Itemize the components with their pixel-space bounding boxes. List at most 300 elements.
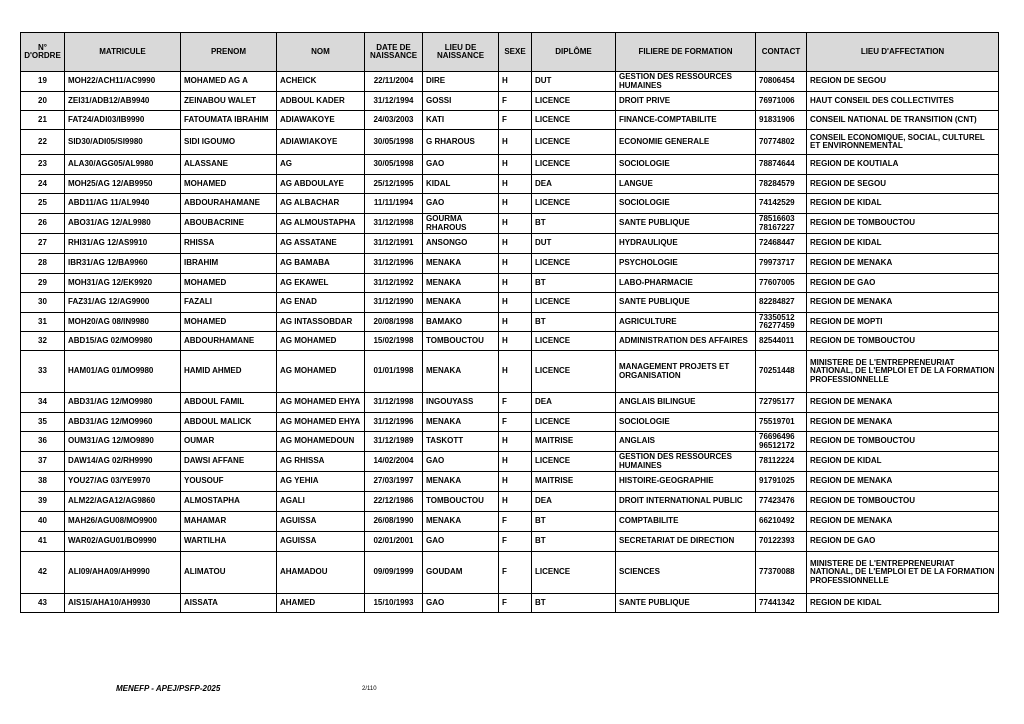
cell-prenom: MOHAMED AG A	[181, 72, 277, 92]
cell-prenom: FAZALI	[181, 293, 277, 313]
cell-prenom: MOHAMED	[181, 313, 277, 332]
cell-matricule: FAT24/ADI03/IB9990	[65, 111, 181, 130]
cell-matricule: OUM31/AG 12/MO9890	[65, 432, 181, 452]
header-birth-place: LIEU DE NAISSANCE	[423, 33, 499, 72]
cell-sex: H	[499, 130, 532, 155]
cell-assignment: REGION DE KOUTIALA	[807, 155, 999, 175]
cell-birth-place: MENAKA	[423, 254, 499, 274]
cell-diploma: LICENCE	[532, 130, 616, 155]
cell-sex: F	[499, 92, 532, 111]
cell-sex: H	[499, 274, 532, 293]
cell-nom: AG RHISSA	[277, 452, 365, 472]
cell-prenom: ALASSANE	[181, 155, 277, 175]
cell-order: 26	[21, 214, 65, 234]
cell-birth-date: 31/12/1996	[365, 413, 423, 432]
table-row	[21, 175, 999, 194]
cell-order: 33	[21, 351, 65, 393]
cell-nom: AG MOHAMED	[277, 351, 365, 393]
cell-prenom: ABOUBACRINE	[181, 214, 277, 234]
cell-training-field: GESTION DES RESSOURCES HUMAINES	[616, 452, 756, 472]
cell-diploma: LICENCE	[532, 111, 616, 130]
cell-nom: AG EKAWEL	[277, 274, 365, 293]
cell-sex: H	[499, 72, 532, 92]
cell-nom: AG MOHAMEDOUN	[277, 432, 365, 452]
cell-sex: H	[499, 155, 532, 175]
cell-contact: 78516603 78167227	[756, 214, 807, 234]
cell-matricule: YOU27/AG 03/YE9970	[65, 472, 181, 492]
cell-order: 35	[21, 413, 65, 432]
cell-birth-date: 31/12/1989	[365, 432, 423, 452]
cell-birth-place: GOURMA RHAROUS	[423, 214, 499, 234]
cell-birth-date: 31/12/1996	[365, 254, 423, 274]
cell-birth-date: 24/03/2003	[365, 111, 423, 130]
cell-order: 28	[21, 254, 65, 274]
cell-prenom: DAWSI AFFANE	[181, 452, 277, 472]
cell-prenom: RHISSA	[181, 234, 277, 254]
table-row	[21, 332, 999, 351]
cell-contact: 76971006	[756, 92, 807, 111]
cell-birth-place: GOSSI	[423, 92, 499, 111]
table-row	[21, 234, 999, 254]
cell-diploma: LICENCE	[532, 332, 616, 351]
cell-sex: H	[499, 194, 532, 214]
header-nom: NOM	[277, 33, 365, 72]
cell-training-field: PSYCHOLOGIE	[616, 254, 756, 274]
cell-birth-place: GAO	[423, 452, 499, 472]
cell-prenom: FATOUMATA IBRAHIM	[181, 111, 277, 130]
header-assignment: LIEU D'AFFECTATION	[807, 33, 999, 72]
cell-birth-date: 26/08/1990	[365, 512, 423, 532]
cell-matricule: ABO31/AG 12/AL9980	[65, 214, 181, 234]
cell-prenom: MOHAMED	[181, 175, 277, 194]
cell-contact: 66210492	[756, 512, 807, 532]
cell-assignment: REGION DE KIDAL	[807, 194, 999, 214]
cell-nom: AG MOHAMED	[277, 332, 365, 351]
cell-prenom: ABDOUL FAMIL	[181, 393, 277, 413]
cell-birth-place: KATI	[423, 111, 499, 130]
cell-assignment: REGION DE TOMBOUCTOU	[807, 432, 999, 452]
cell-sex: H	[499, 432, 532, 452]
cell-diploma: MAITRISE	[532, 472, 616, 492]
cell-contact: 75519701	[756, 413, 807, 432]
cell-diploma: BT	[532, 274, 616, 293]
cell-nom: ACHEICK	[277, 72, 365, 92]
cell-order: 20	[21, 92, 65, 111]
cell-training-field: GESTION DES RESSOURCES HUMAINES	[616, 72, 756, 92]
cell-matricule: FAZ31/AG 12/AG9900	[65, 293, 181, 313]
cell-order: 22	[21, 130, 65, 155]
table-row	[21, 492, 999, 512]
cell-sex: F	[499, 393, 532, 413]
cell-matricule: ALI09/AHA09/AH9990	[65, 552, 181, 594]
cell-training-field: DROIT PRIVE	[616, 92, 756, 111]
cell-training-field: ADMINISTRATION DES AFFAIRES	[616, 332, 756, 351]
cell-training-field: COMPTABILITE	[616, 512, 756, 532]
cell-sex: F	[499, 111, 532, 130]
cell-birth-place: TASKOTT	[423, 432, 499, 452]
header-matricule: MATRICULE	[65, 33, 181, 72]
cell-order: 24	[21, 175, 65, 194]
cell-diploma: BT	[532, 214, 616, 234]
cell-matricule: ABD11/AG 11/AL9940	[65, 194, 181, 214]
cell-assignment: MINISTERE DE L'ENTREPRENEURIAT NATIONAL, DE L'EMPLOI ET DE LA FORMATION PROFESSIONNELLE	[807, 351, 999, 393]
cell-birth-date: 09/09/1999	[365, 552, 423, 594]
cell-nom: AG MOHAMED EHYA	[277, 393, 365, 413]
cell-sex: F	[499, 594, 532, 613]
cell-diploma: LICENCE	[532, 92, 616, 111]
cell-diploma: BT	[532, 313, 616, 332]
cell-matricule: ZEI31/ADB12/AB9940	[65, 92, 181, 111]
table-body	[21, 72, 999, 613]
cell-diploma: DUT	[532, 72, 616, 92]
cell-assignment: REGION DE TOMBOUCTOU	[807, 492, 999, 512]
table-row	[21, 552, 999, 594]
cell-sex: F	[499, 532, 532, 552]
cell-order: 43	[21, 594, 65, 613]
cell-order: 29	[21, 274, 65, 293]
cell-diploma: LICENCE	[532, 552, 616, 594]
cell-sex: H	[499, 472, 532, 492]
cell-order: 34	[21, 393, 65, 413]
cell-prenom: YOUSOUF	[181, 472, 277, 492]
cell-birth-date: 22/11/2004	[365, 72, 423, 92]
cell-birth-date: 25/12/1995	[365, 175, 423, 194]
candidates-table	[20, 32, 999, 613]
cell-diploma: BT	[532, 532, 616, 552]
cell-birth-date: 02/01/2001	[365, 532, 423, 552]
cell-birth-date: 31/12/1991	[365, 234, 423, 254]
cell-order: 25	[21, 194, 65, 214]
cell-birth-date: 31/12/1992	[365, 274, 423, 293]
cell-birth-place: KIDAL	[423, 175, 499, 194]
cell-training-field: FINANCE-COMPTABILITE	[616, 111, 756, 130]
cell-order: 30	[21, 293, 65, 313]
cell-diploma: LICENCE	[532, 194, 616, 214]
cell-training-field: SOCIOLOGIE	[616, 155, 756, 175]
cell-order: 40	[21, 512, 65, 532]
header-birth-date: DATE DE NAISSANCE	[365, 33, 423, 72]
cell-assignment: REGION DE MENAKA	[807, 254, 999, 274]
cell-matricule: ALA30/AGG05/AL9980	[65, 155, 181, 175]
cell-birth-place: GAO	[423, 194, 499, 214]
cell-diploma: LICENCE	[532, 452, 616, 472]
cell-sex: H	[499, 254, 532, 274]
cell-nom: AG ALBACHAR	[277, 194, 365, 214]
cell-birth-place: MENAKA	[423, 274, 499, 293]
cell-birth-date: 31/12/1998	[365, 393, 423, 413]
cell-birth-place: MENAKA	[423, 293, 499, 313]
cell-birth-place: ANSONGO	[423, 234, 499, 254]
cell-birth-place: MENAKA	[423, 512, 499, 532]
cell-prenom: ZEINABOU WALET	[181, 92, 277, 111]
cell-contact: 77370088	[756, 552, 807, 594]
table-row	[21, 532, 999, 552]
cell-nom: AG MOHAMED EHYA	[277, 413, 365, 432]
table-row	[21, 130, 999, 155]
cell-birth-date: 11/11/1994	[365, 194, 423, 214]
cell-diploma: LICENCE	[532, 351, 616, 393]
cell-contact: 91831906	[756, 111, 807, 130]
header-row	[21, 33, 999, 72]
cell-birth-place: BAMAKO	[423, 313, 499, 332]
cell-assignment: REGION DE KIDAL	[807, 234, 999, 254]
cell-contact: 78112224	[756, 452, 807, 472]
cell-nom: ADIAWAKOYE	[277, 111, 365, 130]
cell-order: 39	[21, 492, 65, 512]
cell-training-field: SANTE PUBLIQUE	[616, 214, 756, 234]
cell-prenom: MOHAMED	[181, 274, 277, 293]
cell-birth-place: GAO	[423, 532, 499, 552]
cell-order: 21	[21, 111, 65, 130]
table-row	[21, 293, 999, 313]
cell-sex: H	[499, 234, 532, 254]
cell-contact: 70122393	[756, 532, 807, 552]
cell-matricule: SID30/ADI05/SI9980	[65, 130, 181, 155]
cell-prenom: OUMAR	[181, 432, 277, 452]
cell-matricule: ALM22/AGA12/AG9860	[65, 492, 181, 512]
cell-training-field: DROIT INTERNATIONAL PUBLIC	[616, 492, 756, 512]
cell-birth-date: 30/05/1998	[365, 130, 423, 155]
cell-birth-place: MENAKA	[423, 472, 499, 492]
cell-contact: 82284827	[756, 293, 807, 313]
cell-assignment: REGION DE KIDAL	[807, 452, 999, 472]
cell-matricule: IBR31/AG 12/BA9960	[65, 254, 181, 274]
cell-diploma: LICENCE	[532, 155, 616, 175]
table-row	[21, 393, 999, 413]
cell-assignment: REGION DE MENAKA	[807, 472, 999, 492]
cell-training-field: SCIENCES	[616, 552, 756, 594]
cell-prenom: SIDI IGOUMO	[181, 130, 277, 155]
cell-matricule: MAH26/AGU08/MO9900	[65, 512, 181, 532]
cell-birth-place: G RHAROUS	[423, 130, 499, 155]
cell-birth-place: MENAKA	[423, 413, 499, 432]
cell-training-field: HYDRAULIQUE	[616, 234, 756, 254]
cell-contact: 72468447	[756, 234, 807, 254]
cell-prenom: WARTILHA	[181, 532, 277, 552]
cell-nom: AHAMED	[277, 594, 365, 613]
header-diploma: DIPLÔME	[532, 33, 616, 72]
cell-order: 19	[21, 72, 65, 92]
cell-assignment: REGION DE TOMBOUCTOU	[807, 332, 999, 351]
cell-birth-date: 31/12/1994	[365, 92, 423, 111]
cell-contact: 72795177	[756, 393, 807, 413]
cell-assignment: CONSEIL NATIONAL DE TRANSITION (CNT)	[807, 111, 999, 130]
cell-contact: 77441342	[756, 594, 807, 613]
cell-diploma: DEA	[532, 393, 616, 413]
cell-sex: H	[499, 492, 532, 512]
cell-contact: 78284579	[756, 175, 807, 194]
header-training-field: FILIERE DE FORMATION	[616, 33, 756, 72]
cell-contact: 76696496 96512172	[756, 432, 807, 452]
cell-prenom: ALMOSTAPHA	[181, 492, 277, 512]
cell-matricule: MOH22/ACH11/AC9990	[65, 72, 181, 92]
cell-training-field: LABO-PHARMACIE	[616, 274, 756, 293]
cell-diploma: BT	[532, 512, 616, 532]
cell-nom: ADIAWIAKOYE	[277, 130, 365, 155]
cell-nom: ADBOUL KADER	[277, 92, 365, 111]
cell-training-field: MANAGEMENT PROJETS ET ORGANISATION	[616, 351, 756, 393]
cell-nom: AG BAMABA	[277, 254, 365, 274]
cell-sex: H	[499, 452, 532, 472]
cell-assignment: REGION DE MENAKA	[807, 413, 999, 432]
cell-contact: 79973717	[756, 254, 807, 274]
cell-birth-date: 14/02/2004	[365, 452, 423, 472]
cell-birth-place: INGOUYASS	[423, 393, 499, 413]
cell-order: 42	[21, 552, 65, 594]
cell-training-field: SECRETARIAT DE DIRECTION	[616, 532, 756, 552]
table-row	[21, 413, 999, 432]
table-row	[21, 274, 999, 293]
cell-order: 27	[21, 234, 65, 254]
cell-diploma: DEA	[532, 492, 616, 512]
cell-nom: AHAMADOU	[277, 552, 365, 594]
cell-prenom: ABDOURHAMANE	[181, 332, 277, 351]
footer-reference: MENEFP - APEJ/PSFP-2025	[116, 684, 221, 693]
cell-diploma: LICENCE	[532, 254, 616, 274]
cell-training-field: AGRICULTURE	[616, 313, 756, 332]
cell-birth-date: 31/12/1998	[365, 214, 423, 234]
cell-nom: AG	[277, 155, 365, 175]
cell-contact: 78874644	[756, 155, 807, 175]
table-row	[21, 72, 999, 92]
cell-diploma: BT	[532, 594, 616, 613]
cell-nom: AG ASSATANE	[277, 234, 365, 254]
cell-nom: AG ALMOUSTAPHA	[277, 214, 365, 234]
cell-prenom: ABDOURAHAMANE	[181, 194, 277, 214]
cell-order: 36	[21, 432, 65, 452]
cell-training-field: LANGUE	[616, 175, 756, 194]
cell-birth-date: 15/10/1993	[365, 594, 423, 613]
cell-matricule: DAW14/AG 02/RH9990	[65, 452, 181, 472]
cell-assignment: REGION DE MENAKA	[807, 293, 999, 313]
cell-assignment: REGION DE KIDAL	[807, 594, 999, 613]
table-row	[21, 472, 999, 492]
table-row	[21, 92, 999, 111]
cell-diploma: MAITRISE	[532, 432, 616, 452]
cell-matricule: MOH31/AG 12/EK9920	[65, 274, 181, 293]
cell-contact: 82544011	[756, 332, 807, 351]
cell-order: 32	[21, 332, 65, 351]
cell-training-field: HISTOIRE-GEOGRAPHIE	[616, 472, 756, 492]
table-row	[21, 512, 999, 532]
cell-contact: 77423476	[756, 492, 807, 512]
cell-nom: AG ENAD	[277, 293, 365, 313]
cell-assignment: REGION DE SEGOU	[807, 72, 999, 92]
cell-matricule: ABD15/AG 02/MO9980	[65, 332, 181, 351]
cell-sex: H	[499, 175, 532, 194]
cell-assignment: REGION DE MENAKA	[807, 512, 999, 532]
cell-assignment: REGION DE GAO	[807, 274, 999, 293]
cell-order: 37	[21, 452, 65, 472]
cell-birth-place: GOUDAM	[423, 552, 499, 594]
cell-training-field: SOCIOLOGIE	[616, 413, 756, 432]
cell-birth-date: 30/05/1998	[365, 155, 423, 175]
cell-contact: 73350512 76277459	[756, 313, 807, 332]
cell-birth-place: GAO	[423, 594, 499, 613]
table-row	[21, 111, 999, 130]
cell-contact: 74142529	[756, 194, 807, 214]
cell-prenom: IBRAHIM	[181, 254, 277, 274]
cell-birth-place: TOMBOUCTOU	[423, 332, 499, 351]
cell-sex: F	[499, 413, 532, 432]
cell-prenom: AISSATA	[181, 594, 277, 613]
table-row	[21, 194, 999, 214]
cell-prenom: ALIMATOU	[181, 552, 277, 594]
header-order: N° D'ORDRE	[21, 33, 65, 72]
cell-matricule: AIS15/AHA10/AH9930	[65, 594, 181, 613]
cell-prenom: ABDOUL MALICK	[181, 413, 277, 432]
table-row	[21, 432, 999, 452]
cell-matricule: WAR02/AGU01/BO9990	[65, 532, 181, 552]
table-row	[21, 313, 999, 332]
cell-contact: 70251448	[756, 351, 807, 393]
cell-sex: H	[499, 351, 532, 393]
cell-sex: H	[499, 214, 532, 234]
table-row	[21, 594, 999, 613]
cell-birth-date: 31/12/1990	[365, 293, 423, 313]
cell-sex: F	[499, 512, 532, 532]
cell-training-field: ANGLAIS BILINGUE	[616, 393, 756, 413]
cell-matricule: ABD31/AG 12/MO9980	[65, 393, 181, 413]
cell-matricule: ABD31/AG 12/MO9960	[65, 413, 181, 432]
cell-birth-date: 22/12/1986	[365, 492, 423, 512]
cell-assignment: REGION DE MOPTI	[807, 313, 999, 332]
cell-contact: 77607005	[756, 274, 807, 293]
cell-nom: AGUISSA	[277, 532, 365, 552]
cell-birth-date: 27/03/1997	[365, 472, 423, 492]
table-row	[21, 351, 999, 393]
cell-birth-date: 20/08/1998	[365, 313, 423, 332]
cell-assignment: REGION DE MENAKA	[807, 393, 999, 413]
cell-contact: 91791025	[756, 472, 807, 492]
page-number: 2/110	[362, 686, 377, 692]
table-row	[21, 214, 999, 234]
cell-training-field: ANGLAIS	[616, 432, 756, 452]
cell-prenom: MAHAMAR	[181, 512, 277, 532]
cell-sex: H	[499, 332, 532, 351]
cell-matricule: RHI31/AG 12/AS9910	[65, 234, 181, 254]
cell-contact: 70806454	[756, 72, 807, 92]
cell-matricule: MOH25/AG 12/AB9950	[65, 175, 181, 194]
cell-nom: AG YEHIA	[277, 472, 365, 492]
cell-assignment: HAUT CONSEIL DES COLLECTIVITES	[807, 92, 999, 111]
cell-matricule: MOH20/AG 08/IN9980	[65, 313, 181, 332]
cell-order: 41	[21, 532, 65, 552]
cell-birth-place: TOMBOUCTOU	[423, 492, 499, 512]
table-row	[21, 254, 999, 274]
cell-order: 38	[21, 472, 65, 492]
cell-diploma: DUT	[532, 234, 616, 254]
cell-nom: AGALI	[277, 492, 365, 512]
cell-assignment: REGION DE TOMBOUCTOU	[807, 214, 999, 234]
cell-assignment: REGION DE SEGOU	[807, 175, 999, 194]
cell-assignment: MINISTERE DE L'ENTREPRENEURIAT NATIONAL, DE L'EMPLOI ET DE LA FORMATION PROFESSIONNELLE	[807, 552, 999, 594]
header-sex: SEXE	[499, 33, 532, 72]
cell-nom: AG INTASSOBDAR	[277, 313, 365, 332]
cell-matricule: HAM01/AG 01/MO9980	[65, 351, 181, 393]
table-row	[21, 155, 999, 175]
cell-training-field: SANTE PUBLIQUE	[616, 594, 756, 613]
cell-order: 31	[21, 313, 65, 332]
table-row	[21, 452, 999, 472]
cell-diploma: DEA	[532, 175, 616, 194]
header-prenom: PRENOM	[181, 33, 277, 72]
cell-order: 23	[21, 155, 65, 175]
cell-birth-place: DIRE	[423, 72, 499, 92]
cell-birth-place: GAO	[423, 155, 499, 175]
header-contact: CONTACT	[756, 33, 807, 72]
cell-sex: F	[499, 552, 532, 594]
